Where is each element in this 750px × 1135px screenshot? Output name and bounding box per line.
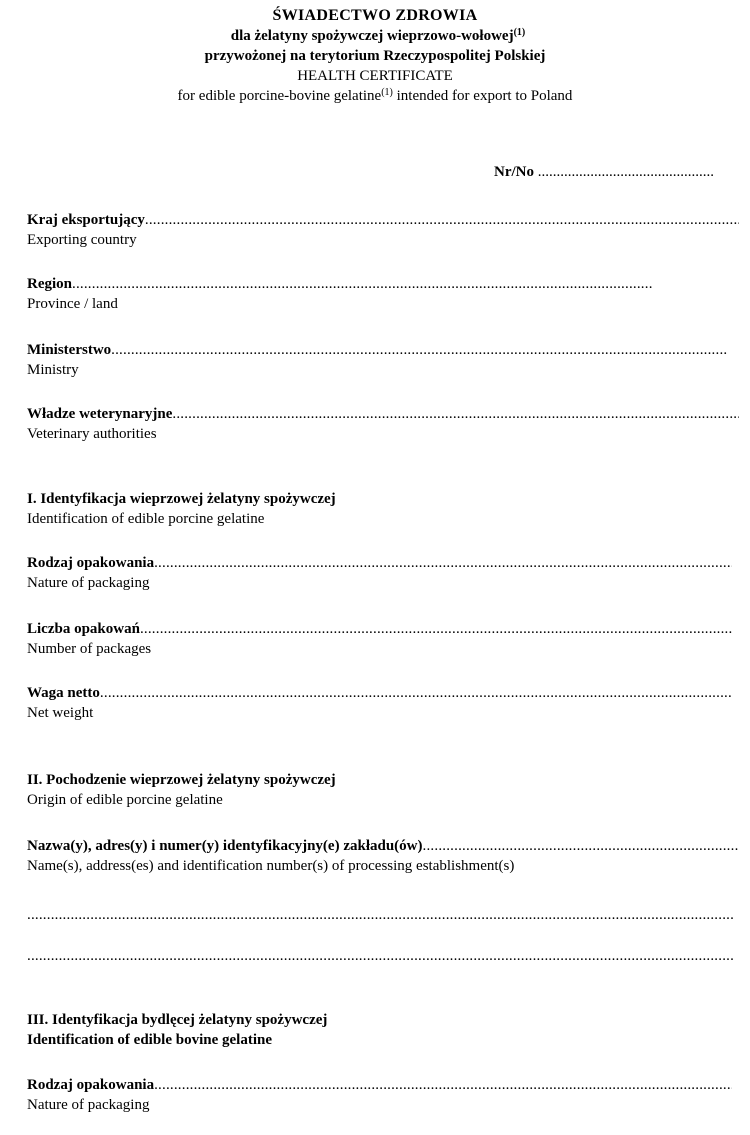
field-label: Nazwa(y), adres(y) i numer(y) identyfikacyjny(e) zakładu(ów) <box>27 838 423 854</box>
section-translation: Identification of edible porcine gelatine <box>27 511 265 527</box>
subtitle-polish-line1: dla żelatyny spożywczej wieprzowo-wołowej$^{(1)}$ <box>230 27 526 44</box>
field-ministry <box>27 340 739 380</box>
dotted-fill-line <box>145 210 739 230</box>
footnote-marker: (1) <box>381 87 393 98</box>
blank-dotted-line <box>27 905 735 925</box>
dotted-fill-line <box>100 683 732 703</box>
title-english: HEALTH CERTIFICATE <box>297 68 453 84</box>
section-translation: Origin of edible porcine gelatine <box>27 792 223 808</box>
field-label: Rodzaj opakowania <box>27 1077 155 1093</box>
field-translation: Province / land <box>27 296 118 312</box>
section-title: I. Identyfikacja wieprzowej żelatyny spożywczej <box>27 491 336 507</box>
field-translation: Exporting country <box>27 232 137 248</box>
subtitle-english: for edible porcine-bovine gelatine$^{(1)}$ intended for export to Poland <box>177 87 573 104</box>
field-translation: Nature of packaging <box>27 575 150 591</box>
field-veterinary-authorities <box>27 404 739 444</box>
field-translation: Name(s), address(es) and identification number(s) of processing establishment(s) <box>27 858 515 874</box>
field-exporting-country <box>27 210 739 250</box>
certificate-number-label: Nr/No <box>494 164 534 180</box>
footnote-marker: (1) <box>513 27 526 38</box>
field-packaging-porcine <box>27 553 739 593</box>
dotted-fill-line <box>154 1075 732 1095</box>
dotted-fill-line <box>140 619 732 639</box>
subtitle-polish-line2: przywożonej na terytorium Rzeczypospolitej Polskiej <box>204 48 546 64</box>
section-1-heading <box>27 489 739 529</box>
field-net-weight <box>27 683 739 723</box>
field-translation: Ministry <box>27 362 79 378</box>
field-processing-establishments <box>27 836 739 876</box>
dotted-fill-line <box>423 836 739 856</box>
section-title: II. Pochodzenie wieprzowej żelatyny spożywczej <box>27 772 336 788</box>
dotted-fill-line <box>72 274 652 294</box>
field-label: Liczba opakowań <box>27 621 140 637</box>
field-label: Kraj eksportujący <box>27 212 145 228</box>
field-region <box>27 274 739 314</box>
dotted-fill-line <box>154 553 732 573</box>
document-header <box>0 6 750 106</box>
field-packaging-bovine <box>27 1075 739 1115</box>
section-3-heading <box>27 1010 739 1050</box>
field-label: Władze weterynaryjne <box>27 406 173 422</box>
field-label: Ministerstwo <box>27 342 112 358</box>
certificate-number <box>494 164 724 181</box>
title-polish: ŚWIADECTWO ZDROWIA <box>272 7 478 24</box>
blank-dotted-line <box>27 946 735 966</box>
field-translation: Nature of packaging <box>27 1097 150 1113</box>
section-2-heading <box>27 770 739 810</box>
field-translation: Net weight <box>27 705 94 721</box>
section-title: III. Identyfikacja bydlęcej żelatyny spożywczej <box>27 1012 328 1028</box>
field-translation: Veterinary authorities <box>27 426 157 442</box>
field-label: Rodzaj opakowania <box>27 555 155 571</box>
field-label: Region <box>27 276 72 292</box>
certificate-number-dots: ............................................... <box>534 164 714 180</box>
section-translation: Identification of edible bovine gelatine <box>27 1032 272 1048</box>
field-label: Waga netto <box>27 685 100 701</box>
field-number-of-packages <box>27 619 739 659</box>
dotted-fill-line <box>111 340 727 360</box>
dotted-fill-line <box>172 404 739 424</box>
field-translation: Number of packages <box>27 641 152 657</box>
